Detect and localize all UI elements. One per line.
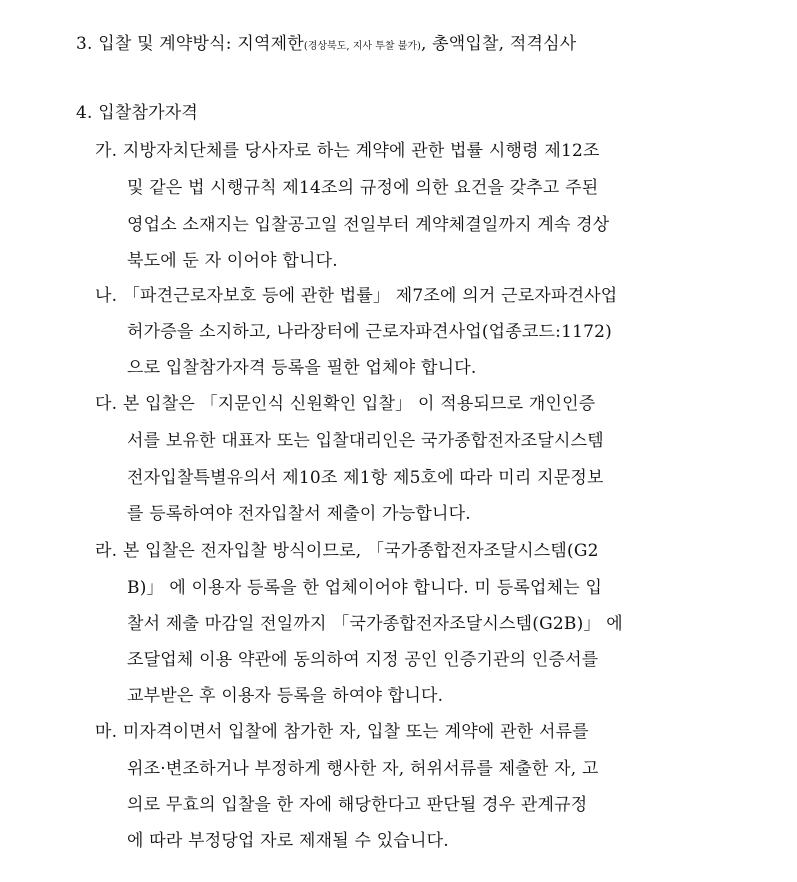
list-item-line: 지방자치단체를 당사자로 하는 계약에 관한 법률 시행령 제12조 bbox=[122, 141, 600, 161]
list-item-ma bbox=[95, 721, 589, 743]
list-item-line: 의로 무효의 입찰을 한 자에 해당한다고 판단될 경우 관계규정 bbox=[127, 795, 588, 815]
section-4-title: 입찰참가자격 bbox=[98, 103, 198, 123]
list-item-line: 조달업체 이용 약관에 동의하여 지정 공인 인증기관의 인증서를 bbox=[127, 650, 599, 670]
list-item-ga bbox=[95, 140, 600, 162]
list-item-line: 미자격이면서 입찰에 참가한 자, 입찰 또는 계약에 관한 서류를 bbox=[122, 722, 589, 742]
list-item-line: 찰서 제출 마감일 전일까지 「국가종합전자조달시스템(G2B)」 에 bbox=[127, 614, 623, 634]
section-3-title: 입찰 및 계약방식: 지역제한 bbox=[98, 34, 304, 54]
list-item-line: 에 따라 부정당업 자로 제재될 수 있습니다. bbox=[127, 831, 449, 851]
list-item-line: 「파견근로자보호 등에 관한 법률」 제7조에 의거 근로자파견사업 bbox=[122, 286, 618, 306]
list-item-marker: 나. bbox=[95, 286, 118, 306]
list-item-line: B)」 에 이용자 등록을 한 업체이어야 합니다. 미 등록업체는 입 bbox=[127, 578, 603, 598]
section-4-heading bbox=[76, 102, 198, 124]
list-item-da bbox=[95, 393, 595, 415]
list-item-marker: 라. bbox=[95, 541, 118, 561]
section-3-rest: , 총액입찰, 적격심사 bbox=[420, 34, 577, 54]
list-item-line: 를 등록하여야 전자입찰서 제출이 가능합니다. bbox=[127, 504, 471, 524]
list-item-marker: 다. bbox=[95, 394, 118, 414]
list-item-marker: 마. bbox=[95, 722, 118, 742]
section-3-number: 3. bbox=[76, 34, 93, 54]
section-4-number: 4. bbox=[76, 103, 93, 123]
list-item-marker: 가. bbox=[95, 141, 118, 161]
list-item-line: 허가증을 소지하고, 나라장터에 근로자파견사업(업종코드:1172) bbox=[127, 322, 612, 342]
section-3-heading bbox=[76, 33, 576, 58]
list-item-line: 및 같은 법 시행규칙 제14조의 규정에 의한 요건을 갖추고 주된 bbox=[127, 178, 599, 198]
list-item-line: 본 입찰은 전자입찰 방식이므로, 「국가종합전자조달시스템(G2 bbox=[122, 541, 599, 561]
list-item-line: 위조·변조하거나 부정하게 행사한 자, 허위서류를 제출한 자, 고 bbox=[127, 759, 599, 779]
list-item-line: 서를 보유한 대표자 또는 입찰대리인은 국가종합전자조달시스템 bbox=[127, 431, 604, 451]
list-item-line: 교부받은 후 이용자 등록을 하여야 합니다. bbox=[127, 686, 444, 706]
section-3-note: (경상북도, 지사 투찰 불가) bbox=[303, 41, 421, 52]
list-item-line: 본 입찰은 「지문인식 신원확인 입찰」 이 적용되므로 개인인증 bbox=[122, 394, 596, 414]
list-item-na bbox=[95, 285, 617, 307]
list-item-line: 전자입찰특별유의서 제10조 제1항 제5호에 따라 미리 지문정보 bbox=[127, 468, 604, 488]
list-item-line: 북도에 둔 자 이어야 합니다. bbox=[127, 251, 338, 271]
list-item-line: 영업소 소재지는 입찰공고일 전일부터 계약체결일까지 계속 경상 bbox=[127, 215, 610, 235]
list-item-line: 으로 입찰참가자격 등록을 필한 업체야 합니다. bbox=[127, 358, 477, 378]
list-item-ra bbox=[95, 540, 599, 562]
